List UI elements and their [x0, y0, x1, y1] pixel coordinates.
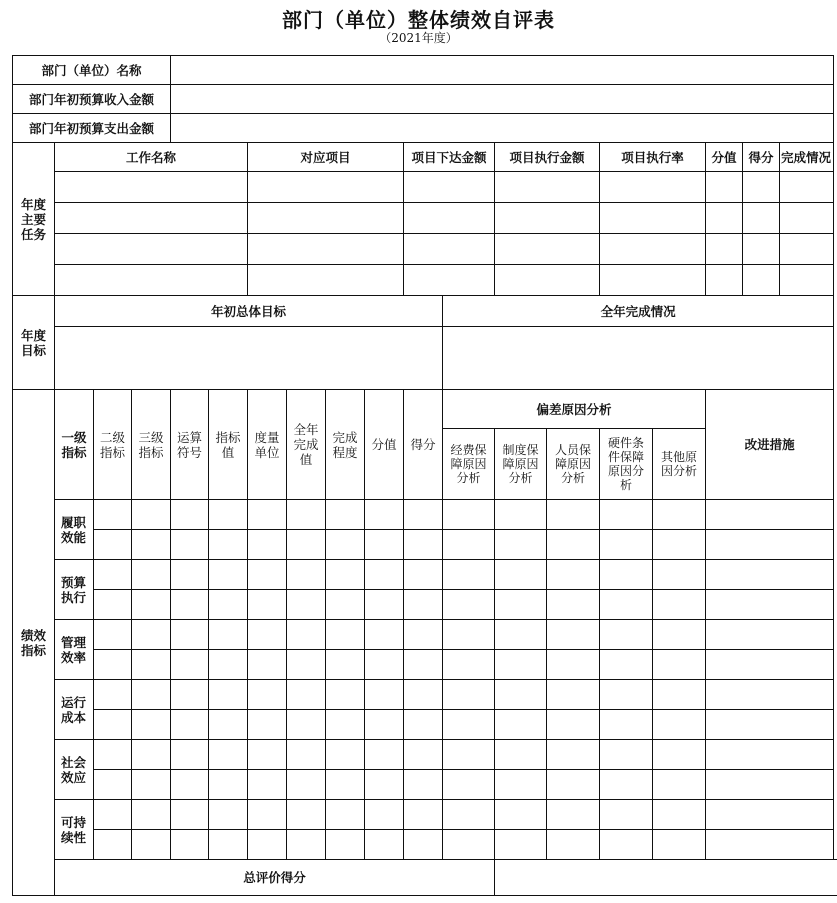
- page-title: 部门（单位）整体绩效自评表: [282, 8, 555, 32]
- col-dev-system: 制度保 障原因 分析: [495, 429, 547, 500]
- indicator-row: [13, 530, 837, 560]
- improvement-measures-header: 改进措施: [706, 390, 834, 500]
- indicator-row: [13, 650, 837, 680]
- indicator-row: [13, 560, 837, 590]
- col-level3-indicator: 三级 指标: [132, 390, 171, 500]
- task-row: [13, 172, 837, 203]
- task-row: [13, 234, 837, 265]
- dept-name-label: 部门（单位）名称: [13, 56, 171, 85]
- indicator-row: [13, 740, 837, 770]
- annual-goals-section-label: 年度 目标: [13, 296, 55, 390]
- task-col-score: 得分: [743, 143, 780, 172]
- initial-goal-header: 年初总体目标: [55, 296, 443, 327]
- task-col-work-name: 工作名称: [55, 143, 248, 172]
- indicator-row: [13, 800, 837, 830]
- indicator-row: [13, 770, 837, 800]
- col-level1-indicator: 一级 指标: [55, 390, 94, 500]
- col-dev-funding: 经费保 障原因 分析: [443, 429, 495, 500]
- col-level2-indicator: 二级 指标: [94, 390, 132, 500]
- budget-expense-label: 部门年初预算支出金额: [13, 114, 171, 143]
- col-operator: 运算 符号: [171, 390, 209, 500]
- indicator-row: [13, 710, 837, 740]
- budget-income-field[interactable]: [171, 85, 834, 114]
- task-col-project: 对应项目: [248, 143, 404, 172]
- col-dev-hardware: 硬件条 件保障 原因分 析: [600, 429, 653, 500]
- budget-income-label: 部门年初预算收入金额: [13, 85, 171, 114]
- total-score-label: 总评价得分: [55, 860, 495, 896]
- performance-indicators-section-label: 绩效 指标: [13, 390, 55, 896]
- indicator-row: [13, 620, 837, 650]
- col-actual-value: 全年 完成 值: [287, 390, 326, 500]
- initial-goal-field[interactable]: [55, 327, 443, 390]
- total-score-field[interactable]: [495, 860, 837, 896]
- task-col-execution-rate: 项目执行率: [600, 143, 706, 172]
- task-col-allocated-amount: 项目下达金额: [404, 143, 495, 172]
- indicator-row: [13, 680, 837, 710]
- indicator-row: [13, 500, 837, 530]
- task-row: [13, 265, 837, 296]
- dept-name-field[interactable]: [171, 56, 834, 85]
- budget-expense-field[interactable]: [171, 114, 834, 143]
- annual-tasks-section-label: 年度 主要 任务: [13, 143, 55, 296]
- col-completion-degree: 完成 程度: [326, 390, 365, 500]
- deviation-analysis-header: 偏差原因分析: [443, 390, 706, 429]
- col-dev-other: 其他原 因分析: [653, 429, 706, 500]
- indicator-row: [13, 830, 837, 860]
- col-score-value: 分值: [365, 390, 404, 500]
- self-evaluation-table: [12, 55, 837, 896]
- category-sustainability: 可持 续性: [55, 800, 94, 860]
- completion-header: 全年完成情况: [443, 296, 834, 327]
- category-operating-cost: 运行 成本: [55, 680, 94, 740]
- indicator-row: [13, 590, 837, 620]
- category-duty-efficiency: 履职 效能: [55, 500, 94, 560]
- task-row: [13, 203, 837, 234]
- col-target-value: 指标 值: [209, 390, 248, 500]
- task-col-score-value: 分值: [706, 143, 743, 172]
- page-subtitle-year: （2021年度）: [379, 31, 458, 45]
- category-social-effect: 社会 效应: [55, 740, 94, 800]
- col-dev-staff: 人员保 障原因 分析: [547, 429, 600, 500]
- category-budget-execution: 预算 执行: [55, 560, 94, 620]
- task-col-completion: 完成情况: [780, 143, 834, 172]
- category-management-efficiency: 管理 效率: [55, 620, 94, 680]
- col-score: 得分: [404, 390, 443, 500]
- col-unit: 度量 单位: [248, 390, 287, 500]
- task-col-executed-amount: 项目执行金额: [495, 143, 600, 172]
- completion-field[interactable]: [443, 327, 834, 390]
